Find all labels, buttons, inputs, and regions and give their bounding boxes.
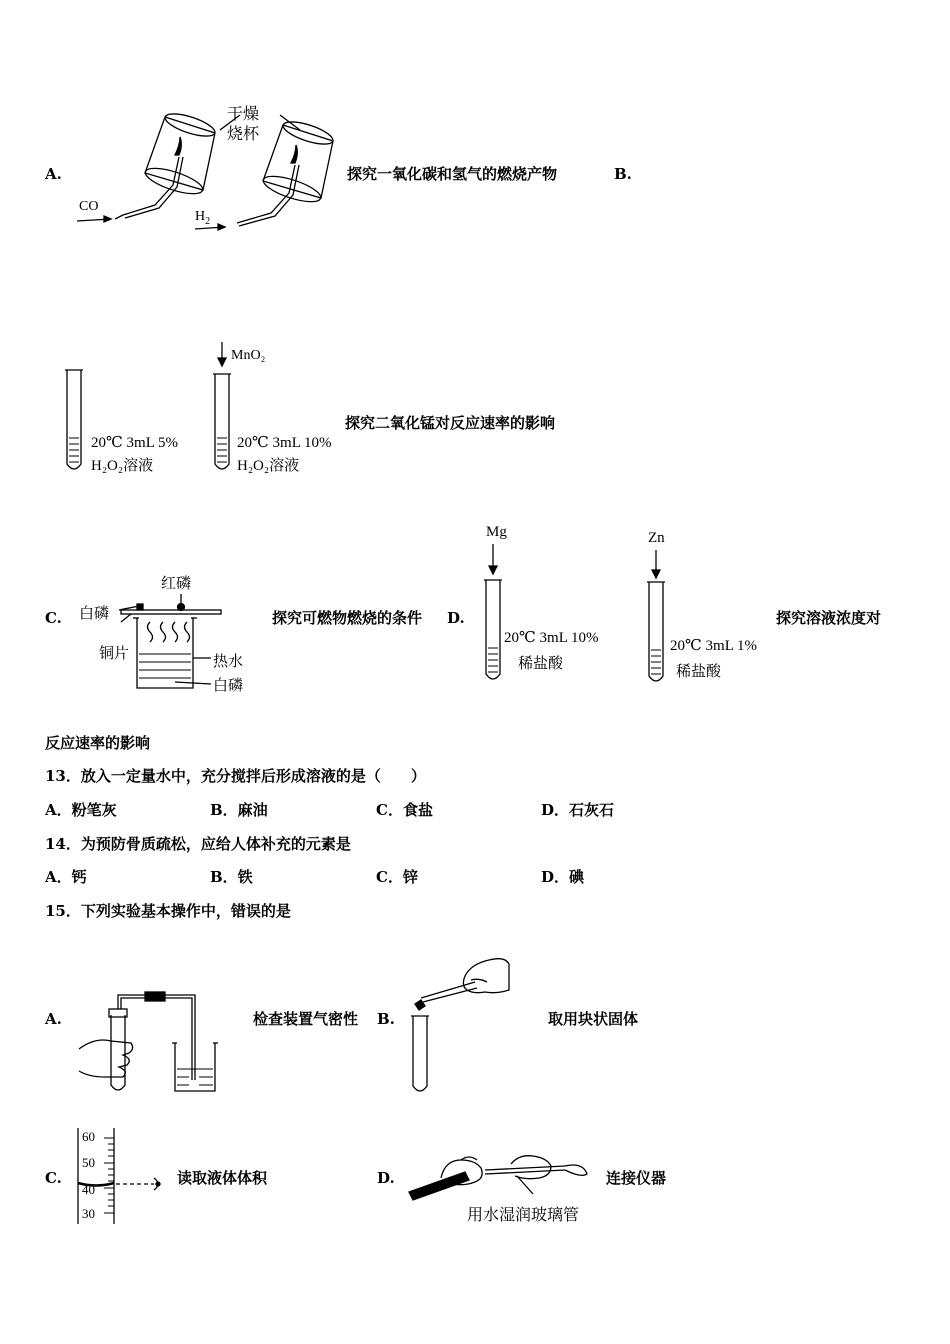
- wet-glass-tube-caption: 用水湿润玻璃管: [467, 1205, 580, 1224]
- tube2-condition: 20℃ 3mL 10%: [237, 435, 332, 451]
- q15-option-a-figure: [75, 985, 245, 1097]
- q12-option-c-figure: [75, 570, 265, 698]
- airtightness-check-diagram: [75, 985, 245, 1097]
- q12-option-a-desc: 探究一氧化碳和氢气的燃烧产物: [347, 165, 558, 183]
- scale-50: 50: [82, 1155, 95, 1170]
- q15-option-d-figure: [405, 1148, 605, 1228]
- q13-option-b[interactable]: B．麻油: [210, 801, 268, 819]
- q15-option-d-desc: 连接仪器: [606, 1169, 667, 1187]
- dry-beaker-label-line1: 干燥: [227, 104, 260, 123]
- q12-option-c-letter: C.: [45, 609, 62, 627]
- q12-option-d-desc-line2: 反应速率的影响: [45, 734, 151, 752]
- q12-option-c-desc: 探究可燃物燃烧的条件: [272, 609, 423, 627]
- tube1-condition: 20℃ 3mL 5%: [91, 435, 179, 451]
- q15-option-d-letter: D.: [377, 1169, 395, 1187]
- q14-option-d[interactable]: D．碘: [541, 868, 585, 886]
- q14-option-b[interactable]: B．铁: [210, 868, 253, 886]
- q15-option-b-figure: [405, 950, 515, 1100]
- q12-option-b-figure: [55, 340, 355, 480]
- co-gas-label: CO: [79, 199, 99, 214]
- q12-option-d-desc-line1: 探究溶液浓度对: [776, 609, 882, 627]
- mg-label: Mg: [486, 524, 507, 540]
- tube-mg-condition: 20℃ 3mL 10%: [504, 630, 599, 646]
- q12-option-b-desc: 探究二氧化锰对反应速率的影响: [345, 414, 556, 432]
- dry-beaker-label-line2: 烧杯: [227, 124, 260, 143]
- q12-option-a-letter: A.: [45, 165, 62, 183]
- q15-option-a-desc: 检查装置气密性: [253, 1010, 359, 1028]
- hot-water-label: 热水: [213, 652, 244, 670]
- q13-option-c[interactable]: C．食盐: [376, 801, 433, 819]
- q14-stem: 14．为预防骨质疏松，应给人体补充的元素是: [45, 835, 351, 853]
- scale-40: 40: [82, 1182, 95, 1197]
- tube-mg-solution: 稀盐酸: [518, 654, 564, 672]
- h2-sub: 2: [205, 215, 211, 227]
- q13-stem: 13．放入一定量水中，充分搅拌后形成溶液的是（ ）: [45, 767, 426, 785]
- q15-option-c-letter: C.: [45, 1169, 62, 1187]
- q12-option-d-letter: D.: [447, 609, 465, 627]
- q15-option-c-figure: [74, 1126, 174, 1226]
- tube1-solution: H₂O₂溶液: [91, 458, 154, 474]
- q15-option-c-desc: 读取液体体积: [177, 1169, 268, 1187]
- tube-zn-solution: 稀盐酸: [676, 662, 722, 680]
- q15-stem: 15．下列实验基本操作中，错误的是: [45, 902, 291, 920]
- h2-gas-label: [195, 209, 210, 227]
- red-phosphorus-label: 红磷: [161, 574, 192, 592]
- q14-option-a[interactable]: A．钙: [45, 868, 87, 886]
- scale-30: 30: [82, 1206, 95, 1221]
- tube2-solution: H₂O₂溶液: [237, 458, 300, 474]
- q14-option-c[interactable]: C．锌: [376, 868, 418, 886]
- connect-instruments-diagram: [405, 1148, 605, 1208]
- copper-plate-label: 铜片: [99, 644, 130, 662]
- q13-option-a[interactable]: A．粉笔灰: [45, 801, 117, 819]
- h2-base: H: [195, 209, 206, 224]
- scale-60: 60: [82, 1129, 95, 1144]
- q13-option-d[interactable]: D．石灰石: [541, 801, 615, 819]
- white-phosphorus-bottom-label: 白磷: [213, 676, 244, 694]
- q12-option-d-figure: [478, 520, 778, 690]
- solid-sampling-diagram: [405, 950, 515, 1100]
- tube-zn-condition: 20℃ 3mL 1%: [670, 638, 758, 654]
- q12-option-a-figure: [75, 95, 345, 235]
- zn-label: Zn: [648, 530, 665, 546]
- white-phosphorus-top-label: 白磷: [79, 604, 110, 622]
- q12-option-b-letter: B.: [614, 165, 632, 183]
- q15-option-b-desc: 取用块状固体: [548, 1010, 639, 1028]
- q15-option-b-letter: B.: [377, 1010, 395, 1028]
- q15-option-a-letter: A.: [45, 1010, 62, 1028]
- mno2-label: MnO₂: [231, 348, 266, 363]
